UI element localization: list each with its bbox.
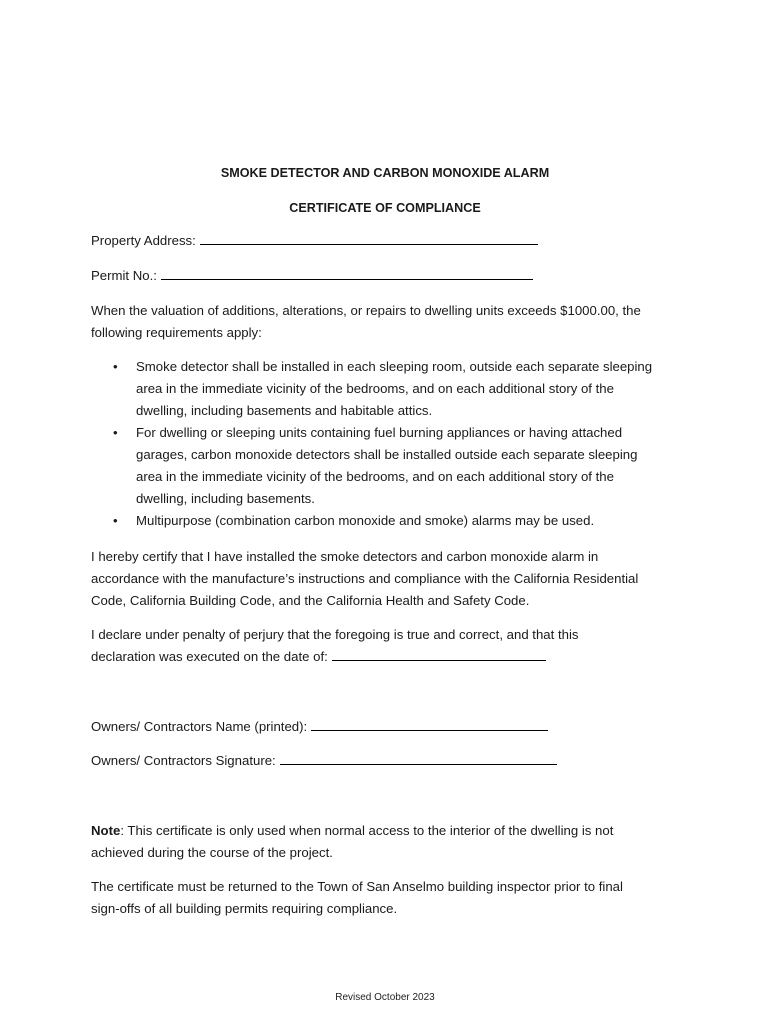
owner-signature-field[interactable] <box>280 750 557 765</box>
certify-line: I hereby certify that I have installed the smoke detectors and carbon monoxide alarm in <box>91 549 599 564</box>
permit-label: Permit No.: <box>91 268 157 283</box>
declaration-paragraph <box>91 624 691 668</box>
note-label: Note <box>91 823 121 838</box>
owner-name-label: Owners/ Contractors Name (printed): <box>91 719 308 734</box>
note-line <box>91 820 691 842</box>
return-paragraph <box>91 876 691 920</box>
permit-row <box>91 265 533 287</box>
declare-line: I declare under penalty of perjury that the foregoing is true and correct, and that this <box>91 627 579 642</box>
intro-line: following requirements apply: <box>91 325 262 340</box>
requirement-item <box>91 422 686 510</box>
requirement-line: dwelling, including basements and habitable attics. <box>136 403 433 418</box>
declare-date-row <box>91 646 691 668</box>
revision-footer: Revised October 2023 <box>335 992 435 1003</box>
intro-line: When the valuation of additions, alterations, or repairs to dwelling units exceeds $1000.00, the <box>91 303 641 318</box>
requirement-line: dwelling, including basements. <box>136 491 315 506</box>
requirement-line: Multipurpose (combination carbon monoxide and smoke) alarms may be used. <box>136 513 595 528</box>
note-line: achieved during the course of the project. <box>91 845 333 860</box>
requirement-line: Smoke detector shall be installed in each sleeping room, outside each separate sleeping <box>136 359 653 374</box>
note-text: : This certificate is only used when normal access to the interior of the dwelling is not <box>120 823 614 838</box>
requirement-line: area in the immediate vicinity of the bedrooms, and on each additional story of the <box>136 469 614 484</box>
document-subtitle: CERTIFICATE OF COMPLIANCE <box>289 201 481 215</box>
declaration-date-field[interactable] <box>332 646 546 661</box>
requirement-item <box>91 510 686 532</box>
property-address-row <box>91 230 538 252</box>
owner-name-row <box>91 716 548 738</box>
bullet-icon: • <box>113 513 118 528</box>
return-line: sign-offs of all building permits requiring compliance. <box>91 901 398 916</box>
owner-name-field[interactable] <box>311 716 548 731</box>
return-line: The certificate must be returned to the Town of San Anselmo building inspector prior to final <box>91 879 623 894</box>
requirement-line: area in the immediate vicinity of the bedrooms, and on each additional story of the <box>136 381 614 396</box>
property-address-field[interactable] <box>200 230 538 245</box>
certify-line: Code, California Building Code, and the California Health and Safety Code. <box>91 593 530 608</box>
owner-signature-row <box>91 750 557 772</box>
document-title: SMOKE DETECTOR AND CARBON MONOXIDE ALARM <box>220 166 550 180</box>
certification-paragraph <box>91 546 691 612</box>
note-paragraph <box>91 820 691 864</box>
requirements-list <box>91 356 686 532</box>
property-address-label: Property Address: <box>91 233 196 248</box>
certify-line: accordance with the manufacture’s instructions and compliance with the California Residential <box>91 571 639 586</box>
intro-paragraph <box>91 300 691 344</box>
declare-date-label: declaration was executed on the date of: <box>91 649 328 664</box>
requirement-line: garages, carbon monoxide detectors shall be installed outside each separate sleeping <box>136 447 638 462</box>
requirement-line: For dwelling or sleeping units containing fuel burning appliances or having attached <box>136 425 623 440</box>
requirement-item <box>91 356 686 422</box>
permit-number-field[interactable] <box>161 265 533 280</box>
bullet-icon: • <box>113 425 118 440</box>
bullet-icon: • <box>113 359 118 374</box>
owner-signature-label: Owners/ Contractors Signature: <box>91 753 276 768</box>
